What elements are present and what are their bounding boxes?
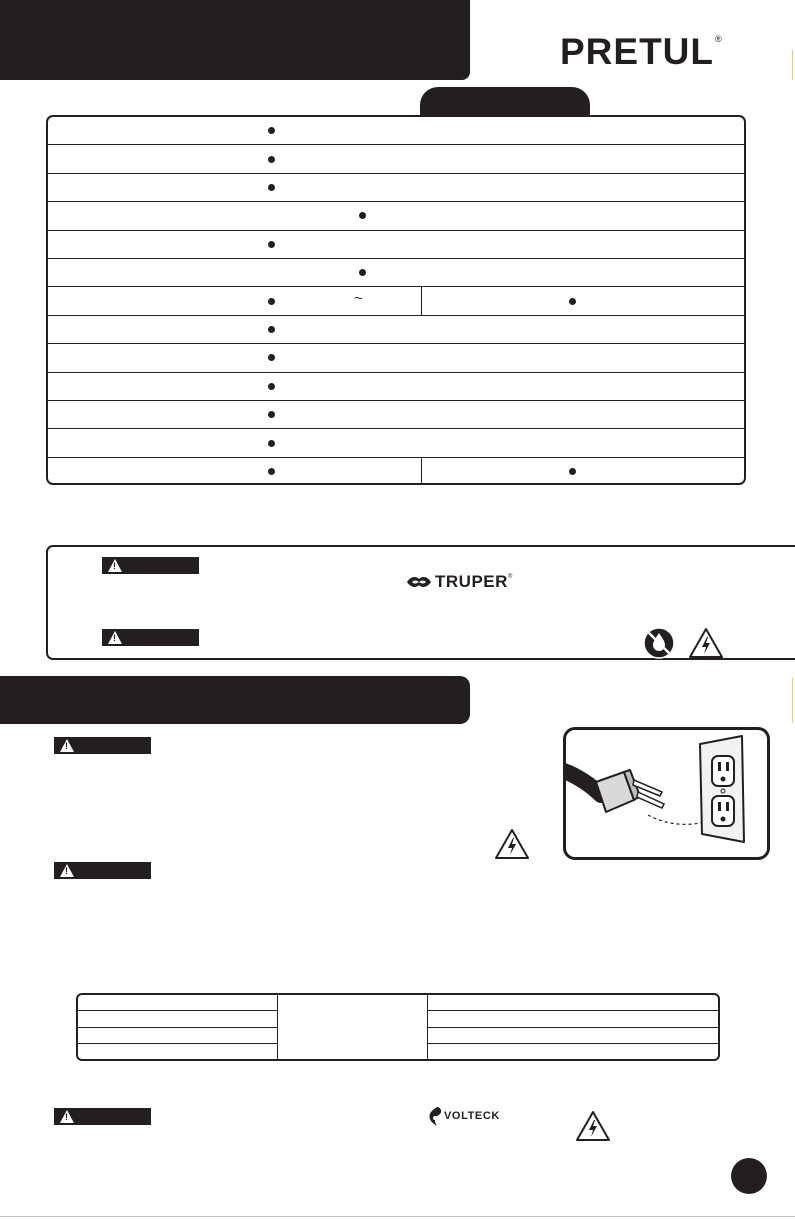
- spec-row: [48, 373, 744, 401]
- spec-row: [48, 344, 744, 372]
- warning-triangle-icon: [60, 739, 74, 752]
- row-divider: [78, 1010, 278, 1011]
- row-divider: [428, 1027, 718, 1028]
- bullet-dot: [268, 184, 275, 191]
- row-divider: [78, 1027, 278, 1028]
- page-number-badge: [731, 1158, 767, 1194]
- bottom-table: [76, 993, 720, 1061]
- electric-hazard-icon: [494, 828, 530, 860]
- bullet-dot: [268, 468, 275, 475]
- row-divider: [428, 1043, 718, 1044]
- warning-triangle-icon: [60, 864, 74, 877]
- edge-accent-line: [792, 678, 793, 723]
- bullet-dot: [569, 468, 576, 475]
- bullet-dot: [268, 298, 275, 305]
- spec-row: [48, 117, 744, 145]
- column-divider: [421, 458, 422, 485]
- bottom-rule: [0, 1216, 795, 1217]
- truper-wordmark: [435, 572, 513, 596]
- warning-badge: [102, 629, 199, 646]
- row-divider: [78, 1043, 278, 1044]
- row-divider: [428, 1010, 718, 1011]
- spec-row: [48, 259, 744, 287]
- bullet-dot: [359, 269, 366, 276]
- bullet-dot: [268, 383, 275, 390]
- volteck-logo: [428, 1107, 518, 1127]
- warning-badge: [102, 557, 199, 574]
- spec-row: [48, 429, 744, 457]
- bullet-dot: [359, 212, 366, 219]
- plug-outlet-illustration: [563, 727, 770, 860]
- spec-table: [46, 115, 746, 485]
- warning-badge: [54, 737, 151, 754]
- bullet-dot: [268, 326, 275, 333]
- section-banner: [0, 676, 470, 724]
- warning-triangle-icon: [108, 631, 122, 644]
- volteck-wordmark: VOLTECK: [444, 1110, 500, 1122]
- spec-row: [48, 401, 744, 429]
- warning-triangle-icon: [108, 559, 122, 572]
- spec-row: [48, 316, 744, 344]
- bullet-dot: [268, 241, 275, 248]
- warning-badge: [54, 1108, 151, 1125]
- electric-hazard-icon: [575, 1110, 611, 1142]
- edge-accent-line: [792, 50, 793, 80]
- spec-row: [48, 231, 744, 259]
- warning-box: [46, 545, 795, 660]
- spec-table-tab: [420, 87, 590, 117]
- warning-badge: [54, 862, 151, 879]
- tilde-icon: ~: [354, 290, 363, 308]
- spec-row: [48, 287, 744, 315]
- bullet-dot: [268, 354, 275, 361]
- spec-row: [48, 202, 744, 230]
- truper-name: TRUPER: [435, 572, 508, 591]
- header-banner: [0, 0, 470, 80]
- bullet-dot: [268, 440, 275, 447]
- truper-registered-mark: ®: [507, 574, 513, 580]
- bullet-dot: [268, 411, 275, 418]
- spec-row: [48, 145, 744, 173]
- brand-name: PRETUL: [560, 31, 714, 72]
- no-water-icon: [642, 626, 676, 660]
- volteck-emblem-icon: [428, 1107, 443, 1126]
- brand-registered-mark: ®: [715, 34, 723, 44]
- spec-row: [48, 458, 744, 485]
- spec-row: [48, 174, 744, 202]
- plug-outlet-drawing: [566, 730, 767, 857]
- truper-logo: [407, 572, 527, 592]
- warning-triangle-icon: [60, 1110, 74, 1123]
- electric-hazard-icon: [688, 627, 724, 659]
- brand-logo: [560, 32, 722, 81]
- bullet-dot: [569, 298, 576, 305]
- bullet-dot: [268, 156, 275, 163]
- column-divider: [421, 287, 422, 314]
- truper-emblem-icon: [407, 575, 431, 589]
- bullet-dot: [268, 127, 275, 134]
